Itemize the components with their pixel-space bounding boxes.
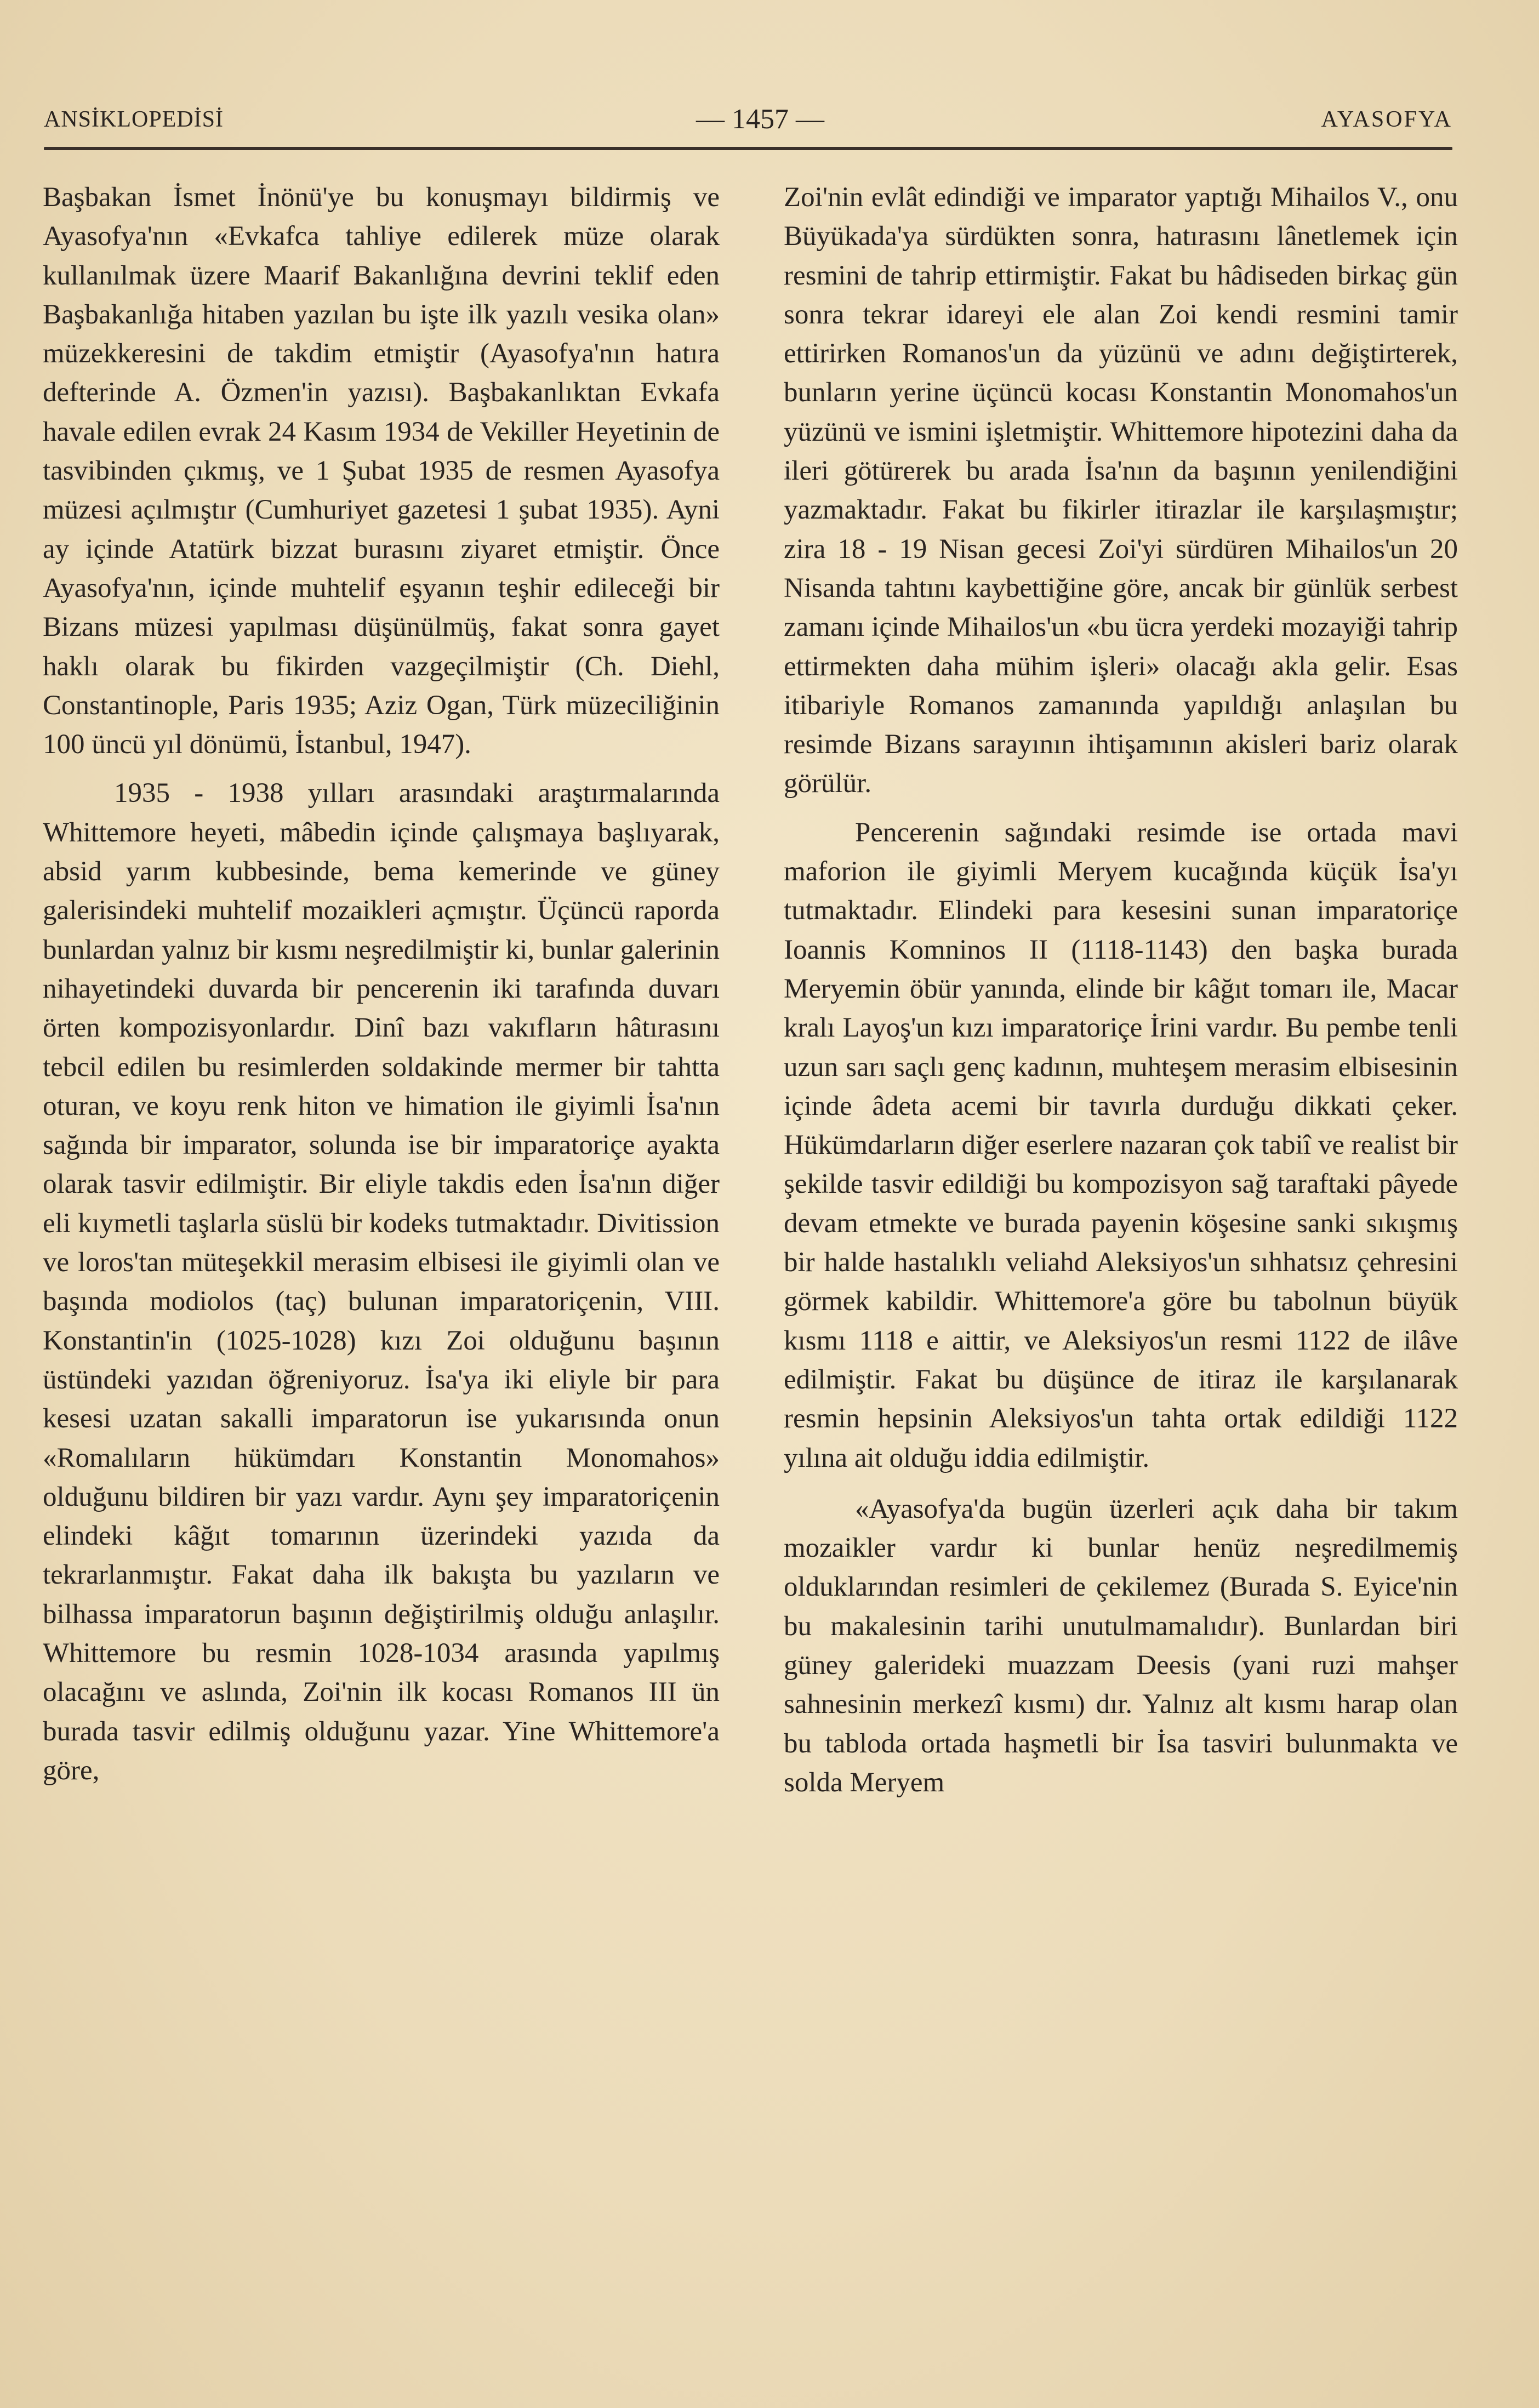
header-article-title: AYASOFYA bbox=[1321, 107, 1452, 132]
right-paragraph-3: «Ayasofya'da bugün üzerleri açık daha bir takım mozaikler vardır ki bunlar henüz neşredilmemiş olduklarından resimleri de çekilemez (Burada S. Eyice'nin bu makalesinin tarihi unutulmamalıdır). Bunlardan biri güney galerideki muazzam Deesis (yani ruzi mahşer sahnesinin merkezî kısmı) dır. Yalnız alt kısmı harap olan bu tabloda ortada haşmetli bir İsa tasviri bulunmakta ve solda Meryem bbox=[784, 1493, 1458, 1798]
running-header bbox=[44, 99, 1452, 143]
header-encyclopedia-label: ANSİKLOPEDİSİ bbox=[44, 107, 224, 132]
right-paragraph-2: Pencerenin sağındaki resimde ise ortada mavi maforion ile giyimli Meryem kucağında küçük İsa'yı tutmaktadır. Elindeki para kesesini sunan imparatoriçe Ioannis Komninos II (1118-1143) den başka burada Meryemin öbür yanında, elinde bir kâğıt tomarı ile, Macar kralı Layoş'un kızı imparatoriçe İrini vardır. Bu pembe tenli uzun sarı saçlı genç kadının, muhteşem merasim elbisesinin içinde âdeta acemi bir tavırla durduğu dikkati çeker. Hükümdarların diğer eserlere nazaran çok tabiî ve realist bir şekilde tasvir edildiği bu kompozisyon sağ taraftaki pâyede devam etmekte ve burada payenin köşesine sanki sıkışmış bir halde hastalıklı veliahd Aleksiyos'un sıhhatsız çehresini görmek kabildir. Whittemore'a göre bu tabolnun büyük kısmı 1118 e aittir, ve Aleksiyos'un resmi 1122 de ilâve edilmiştir. Fakat bu düşünce de itiraz ile karşılanarak resmin hepsinin Aleksiyos'un tahta ortak edildiği 1122 yılına ait olduğu iddia edilmiştir. bbox=[784, 817, 1458, 1473]
right-paragraph-1: Zoi'nin evlât edindiği ve imparator yaptığı Mihailos V., onu Büyükada'ya sürdükten sonra, hatırasını lânetlemek için resmini de tahrip ettirmiştir. Fakat bu hâdiseden birkaç gün sonra tekrar idareyi ele alan Zoi kendi resmini tamir ettirirken Romanos'un da yüzünü ve adını değiştirterek, bunların yerine üçüncü kocası Konstantin Monomahos'un yüzünü ve ismini işletmiştir. Whittemore hipotezini daha da ileri götürerek bu arada İsa'nın da başının yenilendiğini yazmaktadır. Fakat bu fikirler itirazlar ile karşılaşmıştır; zira 18 - 19 Nisan gecesi Zoi'yi sürdüren Mihailos'un 20 Nisanda tahtını kaybettiğine göre, ancak bir günlük serbest zamanı içinde Mihailos'un «bu ücra yerdeki mozayiği tahrip ettirmekten daha mühim işleri» olacağı akla gelir. Esas itibariyle Romanos zamanında yapıldığı anlaşılan bu resimde Bizans sarayının ihtişamının akisleri bariz olarak görülür. bbox=[784, 182, 1458, 799]
right-column bbox=[784, 178, 1458, 1802]
left-paragraph-1: Başbakan İsmet İnönü'ye bu konuşmayı bildirmiş ve Ayasofya'nın «Evkafca tahliye edilerek müze olarak kullanılmak üzere Maarif Bakanlığına devrini teklif eden Başbakanlığa hitaben yazılan bu işte ilk yazılı vesika olan» müzekkeresini de takdim etmiştir (Ayasofya'nın hatıra defterinde A. Özmen'in yazısı). Başbakanlıktan Evkafa havale edilen evrak 24 Kasım 1934 de Vekiller Heyetinin de tasvibinden çıkmış, ve 1 Şubat 1935 de resmen Ayasofya müzesi açılmıştır (Cumhuriyet gazetesi 1 şubat 1935). Ayni ay içinde Atatürk bizzat burasını ziyaret etmiştir. Önce Ayasofya'nın, içinde muhtelif eşyanın teşhir edileceği bir Bizans müzesi yapılması düşünülmüş, fakat sonra gayet haklı olarak bu fikirden vazgeçilmiştir (Ch. Diehl, Constantinople, Paris 1935; Aziz Ogan, Türk müzeciliğinin 100 üncü yıl dönümü, İstanbul, 1947). bbox=[43, 182, 720, 760]
page-number: — 1457 — bbox=[696, 104, 824, 135]
header-rule bbox=[44, 147, 1452, 150]
left-column bbox=[43, 178, 720, 1790]
left-paragraph-2: 1935 - 1938 yılları arasındaki araştırmalarında Whittemore heyeti, mâbedin içinde çalışmaya başlıyarak, absid yarım kubbesinde, bema kemerinde ve güney galerisindeki muhtelif mozaikleri açmıştır. Üçüncü raporda bunlardan yalnız bir kısmı neşredilmiştir ki, bunlar galerinin nihayetindeki duvarda bir pencerenin iki tarafında duvarı örten kompozisyonlardır. Dinî bazı vakıfların hâtırasını tebcil edilen bu resimlerden soldakinde mermer bir tahtta oturan, ve koyu renk hiton ve himation ile giyimli İsa'nın sağında bir imparator, solunda ise bir imparatoriçe ayakta olarak tasvir edilmiştir. Bir eliyle takdis eden İsa'nın diğer eli kıymetli taşlarla süslü bir kodeks tutmaktadır. Divitission ve loros'tan müteşekkil merasim elbisesi ile giyimli olan ve başında modiolos (taç) bulunan imparatoriçenin, VIII. Konstantin'in (1025-1028) kızı Zoi olduğunu başının üstündeki yazıdan öğreniyoruz. İsa'ya iki eliyle bir para kesesi uzatan sakalli imparatorun ise yukarısında onun «Romalıların hükümdarı Konstantin Monomahos» olduğunu bildiren bir yazı vardır. Aynı şey imparatoriçenin elindeki kâğıt tomarının üzerindeki yazıda da tekrarlanmıştır. Fakat daha ilk bakışta bu yazıların ve bilhassa imparatorun başının değiştirilmiş olduğu anlaşılır. Whittemore bu resmin 1028-1034 arasında yapılmış olacağını ve aslında, Zoi'nin ilk kocası Romanos III ün burada tasvir edilmiş olduğunu yazar. Yine Whittemore'a göre, bbox=[43, 778, 720, 1786]
